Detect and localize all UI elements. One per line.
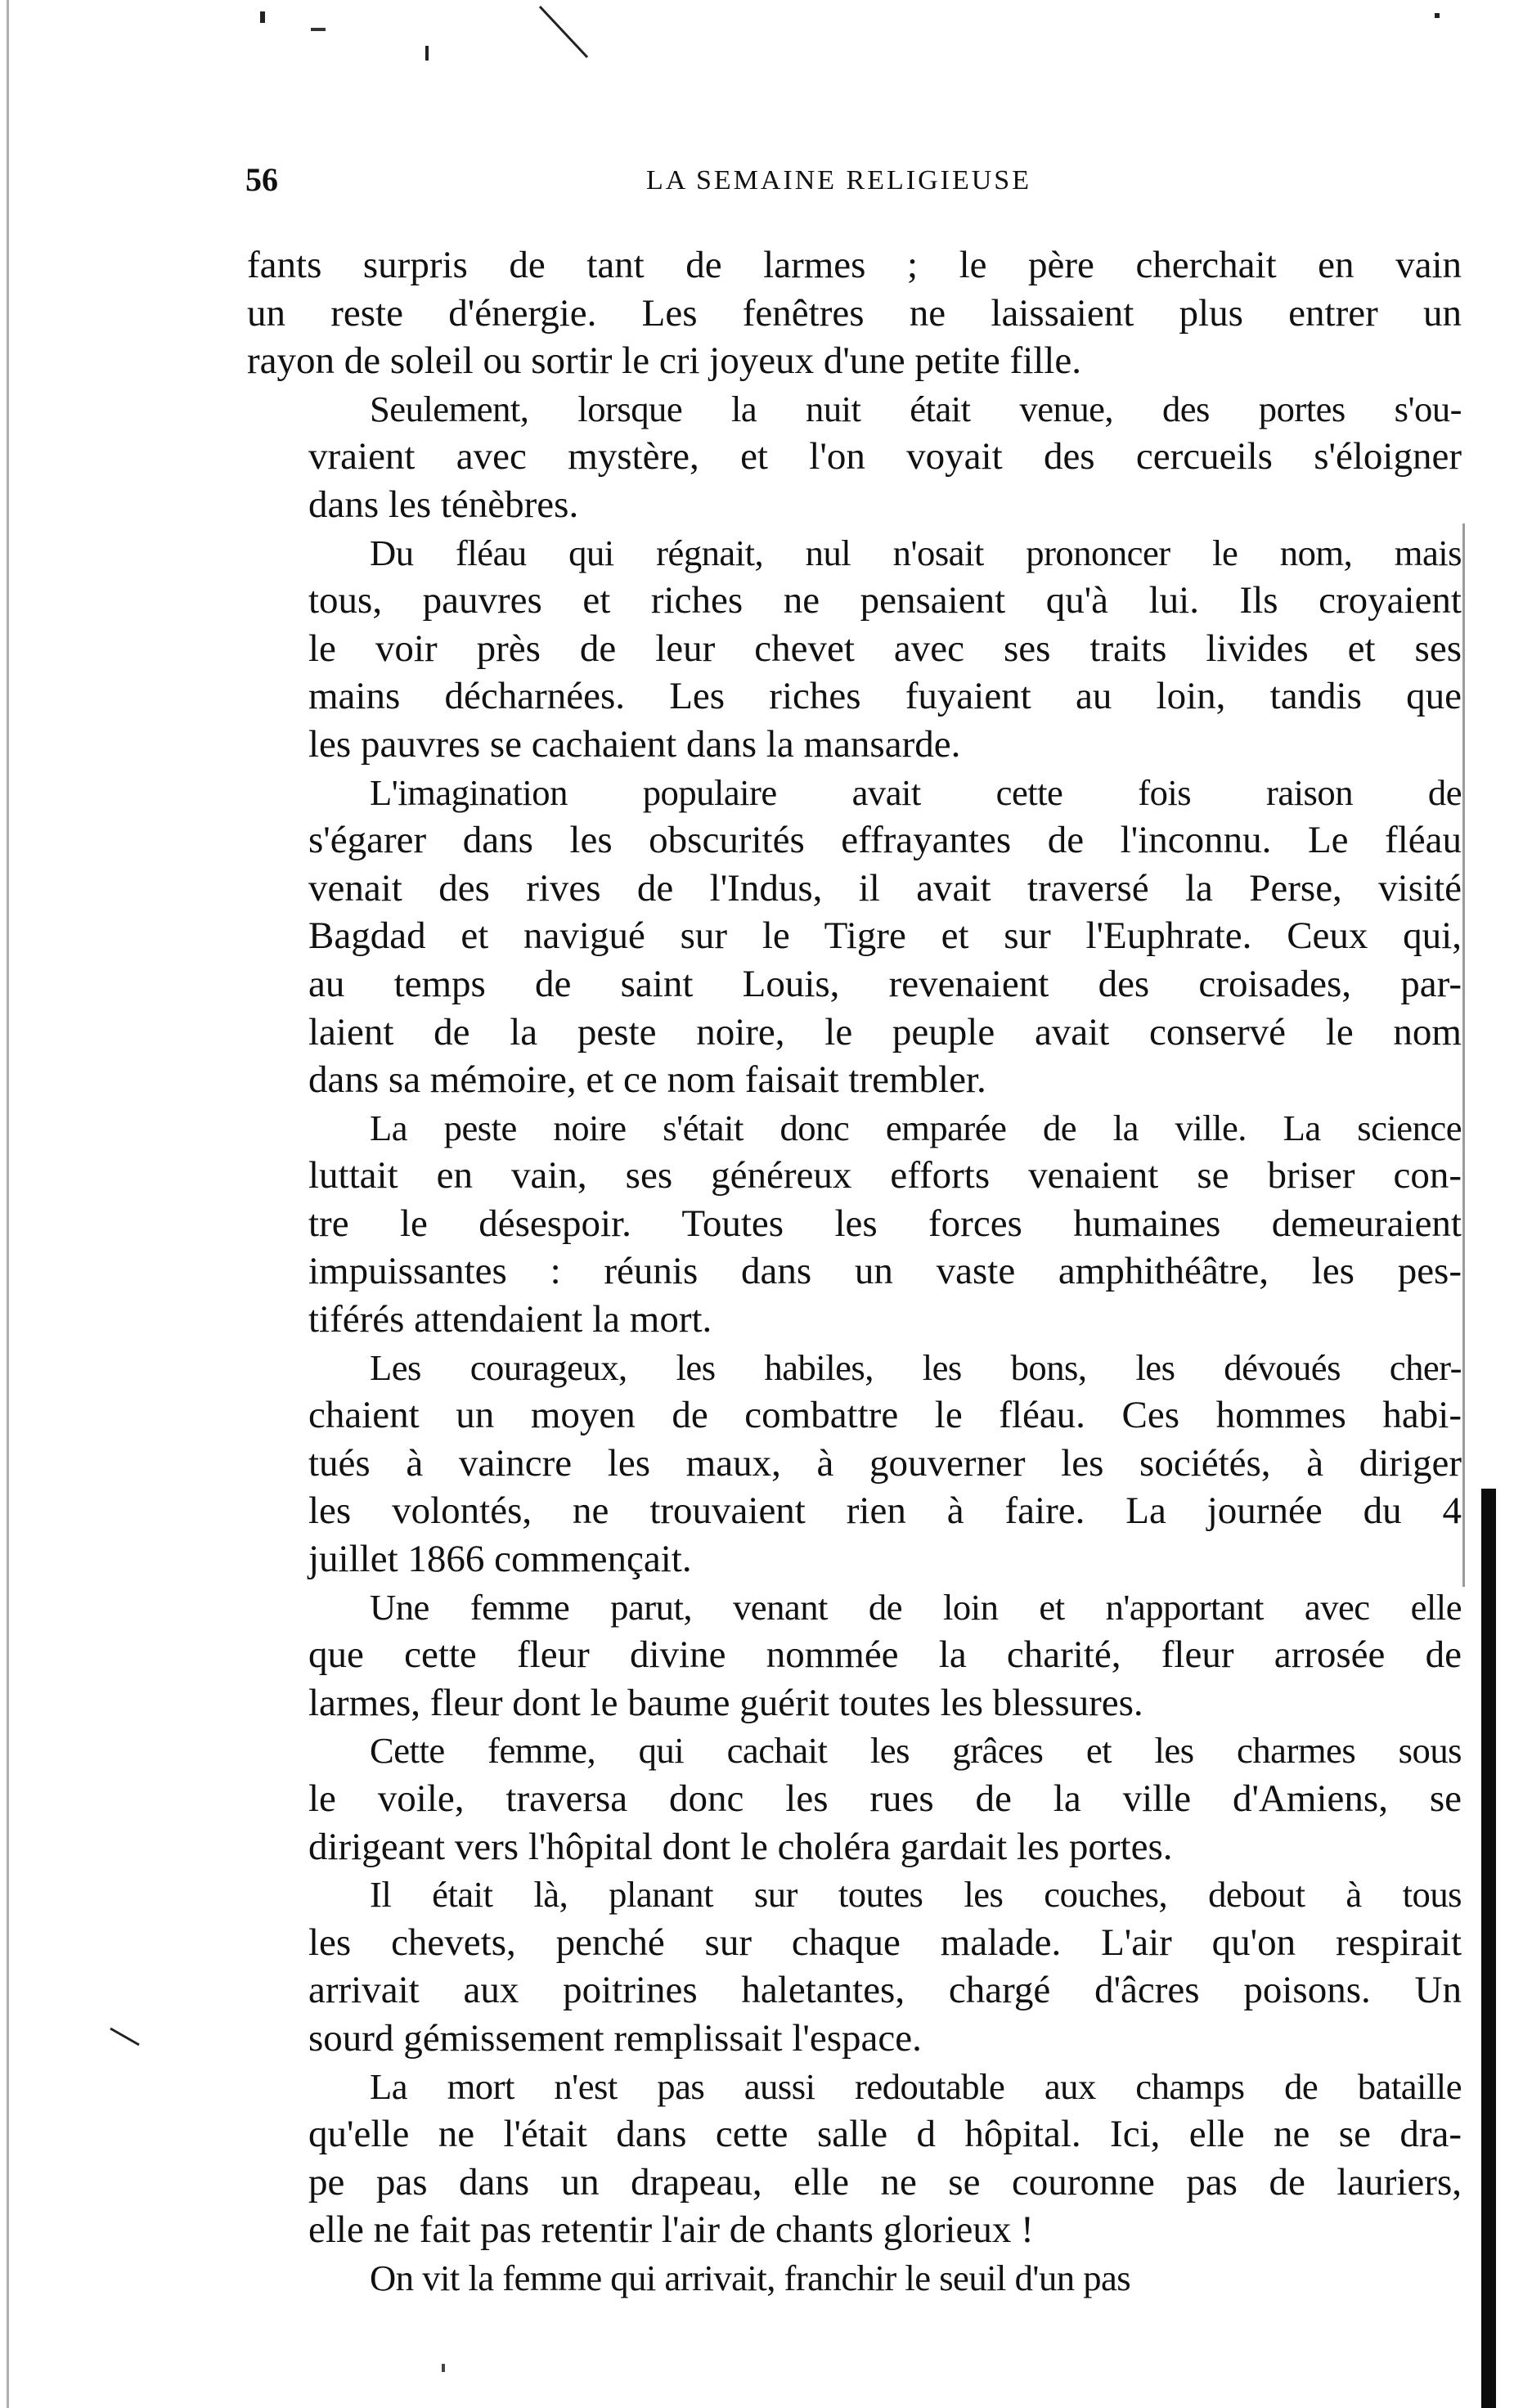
text-line: le voile, traversa donc les rues de la ville d'Amiens, se: [308, 1777, 1462, 1820]
paragraph: [247, 1344, 1462, 1584]
text-line: La mort n'est pas aussi redoutable aux champs de bataille: [370, 2065, 1462, 2107]
paragraph: [247, 2254, 1462, 2302]
text-line: un reste d'énergie. Les fenêtres ne laissaient plus entrer un: [247, 291, 1462, 335]
text-line: dans les ténèbres.: [308, 483, 579, 526]
text-line: s'égarer dans les obscurités effrayantes de l'inconnu. Le fléau: [308, 819, 1462, 862]
text-line: pe pas dans un drapeau, elle ne se couronne pas de lauriers,: [308, 2160, 1462, 2204]
left-gutter-line: [7, 0, 9, 2408]
text-line: La peste noire s'était donc emparée de la ville. La science: [370, 1107, 1462, 1148]
body-text: [247, 241, 1462, 2302]
text-line: sourd gémissement remplissait l'espace.: [308, 2016, 922, 2060]
text-line: rayon de soleil ou sortir le cri joyeux d'une petite fille.: [247, 339, 1081, 383]
right-margin-faint-line: [1462, 523, 1465, 1587]
paragraph: [247, 1871, 1462, 2062]
text-line: Il était là, planant sur toutes les couches, debout à tous: [370, 1874, 1462, 1916]
text-line: dans sa mémoire, et ce nom faisait trembler.: [308, 1058, 986, 1102]
text-line: dirigeant vers l'hôpital dont le choléra gardait les portes.: [308, 1825, 1173, 1868]
text-line: Une femme parut, venant de loin et n'apportant avec elle: [370, 1586, 1462, 1628]
text-line: le voir près de leur chevet avec ses traits livides et ses: [308, 627, 1462, 670]
text-line: Du fléau qui régnait, nul n'osait prononcer le nom, mais: [370, 532, 1462, 573]
speck: [1435, 13, 1440, 18]
text-line: impuissantes : réunis dans un vaste amphithéâtre, les pes-: [308, 1250, 1462, 1293]
text-line: Bagdad et navigué sur le Tigre et sur l'Euphrate. Ceux qui,: [308, 914, 1462, 958]
speck: [442, 2364, 445, 2372]
speck: [540, 7, 587, 57]
text-line: les pauvres se cachaient dans la mansarde.: [308, 722, 961, 766]
text-line: tre le désespoir. Toutes les forces humaines demeuraient: [308, 1202, 1462, 1245]
text-line: qu'elle ne l'était dans cette salle d hôpital. Ici, elle ne se dra-: [308, 2113, 1462, 2156]
text-line: tous, pauvres et riches ne pensaient qu'à lui. Ils croyaient: [308, 579, 1462, 622]
text-line: Les courageux, les habiles, les bons, les dévoués cher-: [370, 1346, 1462, 1388]
right-margin-binding-shadow: [1481, 1489, 1496, 2408]
text-line: les volontés, ne trouvaient rien à faire. La journée du 4: [308, 1489, 1462, 1533]
text-line: les chevets, penché sur chaque malade. L'air qu'on respirait: [308, 1921, 1462, 1964]
text-line: tués à vaincre les maux, à gouverner les sociétés, à diriger: [308, 1441, 1462, 1485]
page-number: 56: [245, 161, 278, 198]
paragraph: [247, 1584, 1462, 1727]
text-line: Cette femme, qui cachait les grâces et les charmes sous: [370, 1730, 1462, 1772]
paragraph: [247, 241, 1462, 385]
paragraph: [247, 1104, 1462, 1344]
speck: [110, 2028, 139, 2045]
paragraph: [247, 769, 1462, 1104]
running-head: LA SEMAINE RELIGIEUSE: [646, 165, 1031, 195]
text-line: L'imagination populaire avait cette fois raison de: [370, 771, 1462, 813]
text-line: au temps de saint Louis, revenaient des croisades, par-: [308, 962, 1462, 1005]
text-line: arrivait aux poitrines haletantes, chargé d'âcres poisons. Un: [308, 1969, 1462, 2012]
text-line: chaient un moyen de combattre le fléau. Ces hommes habi-: [308, 1394, 1462, 1437]
paragraph: [247, 529, 1462, 769]
text-line: mains décharnées. Les riches fuyaient au loin, tandis que: [308, 675, 1462, 718]
text-line: On vit la femme qui arrivait, franchir le seuil d'un pas: [370, 2257, 1131, 2298]
text-line: luttait en vain, ses généreux efforts venaient se briser con-: [308, 1154, 1462, 1197]
text-line: laient de la peste noire, le peuple avait conservé le nom: [308, 1010, 1462, 1054]
paragraph: [247, 2063, 1462, 2254]
text-line: que cette fleur divine nommée la charité, fleur arrosée de: [308, 1633, 1462, 1677]
text-line: tiférés attendaient la mort.: [308, 1298, 712, 1341]
text-line: fants surpris de tant de larmes ; le père cherchait en vain: [247, 244, 1462, 286]
paragraph: [247, 385, 1462, 529]
text-line: vraient avec mystère, et l'on voyait des cercueils s'éloigner: [308, 435, 1462, 478]
speck: [425, 46, 429, 61]
paragraph: [247, 1727, 1462, 1871]
text-line: venait des rives de l'Indus, il avait traversé la Perse, visité: [308, 866, 1462, 910]
text-line: juillet 1866 commençait.: [308, 1538, 692, 1581]
text-line: larmes, fleur dont le baume guérit toutes les blessures.: [308, 1681, 1143, 1724]
text-line: elle ne fait pas retentir l'air de chants glorieux !: [308, 2208, 1034, 2252]
speck: [311, 28, 326, 31]
text-line: Seulement, lorsque la nuit était venue, des portes s'ou-: [370, 388, 1462, 429]
page-header: [245, 160, 1431, 209]
speck: [260, 11, 265, 23]
